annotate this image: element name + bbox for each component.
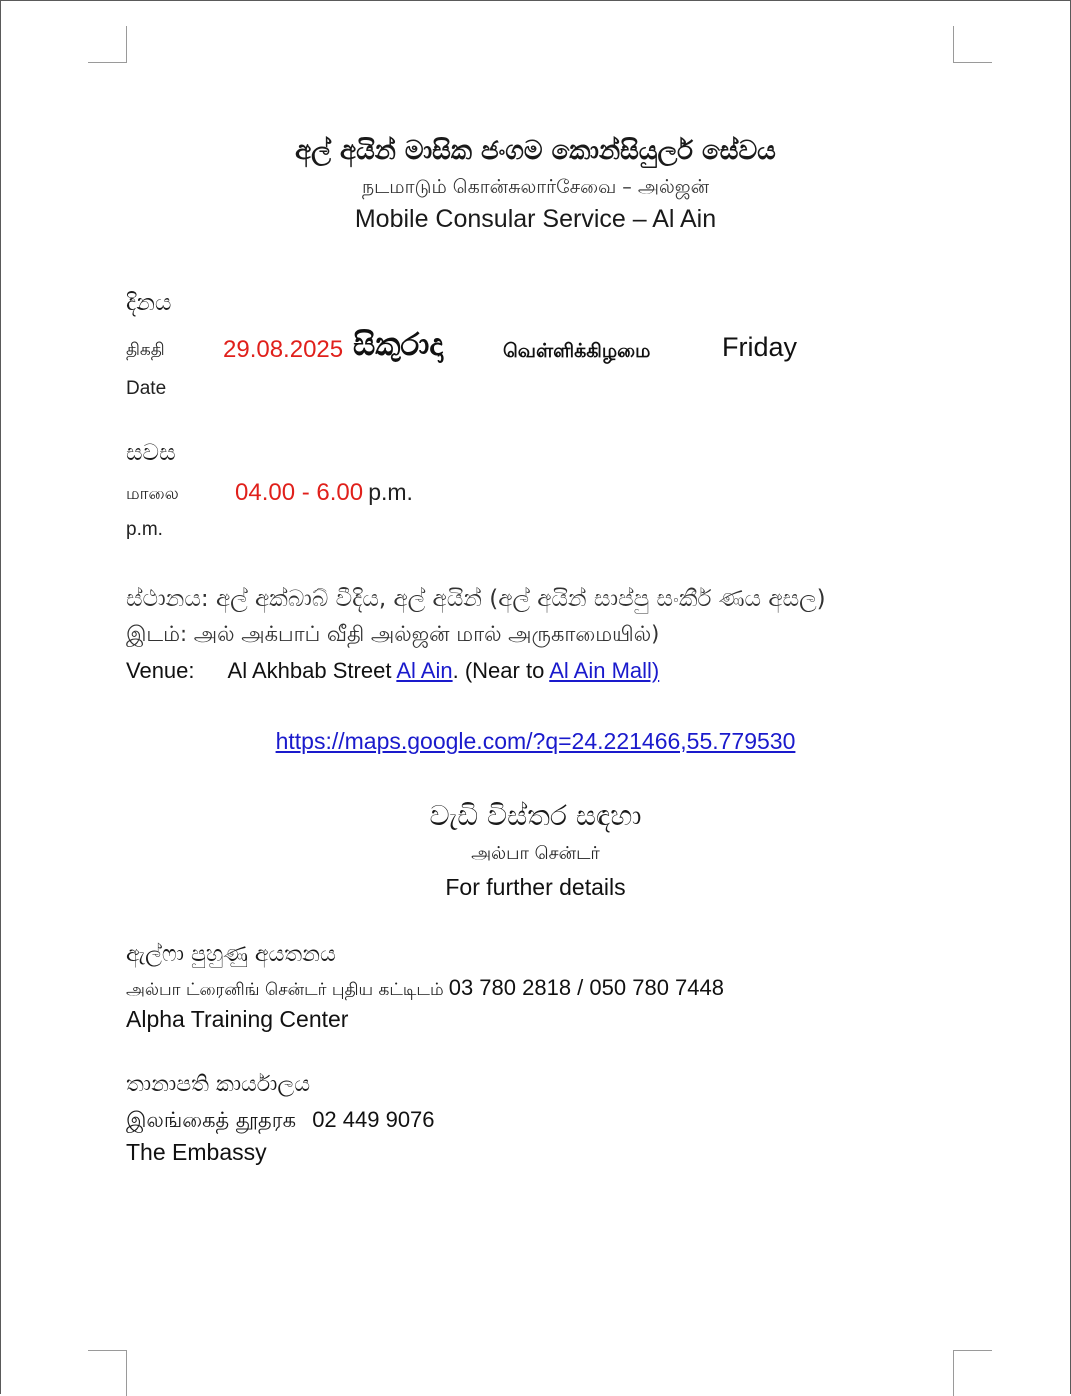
- day-tamil: வெள்ளிக்கிழமை: [503, 340, 651, 362]
- embassy-sinhala: තානාපති කාර්යාලය: [126, 1072, 311, 1097]
- time-suffix: p.m.: [368, 479, 413, 505]
- alpha-center-sinhala: ඇල්ෆා පුහුණු අයතනය: [126, 942, 336, 967]
- crop-mark-bottom-left: [88, 1350, 127, 1396]
- further-details-tamil: அல்பா சென்டர்: [471, 843, 600, 864]
- embassy-line: [126, 1107, 435, 1135]
- date-label-english: Date: [126, 378, 167, 399]
- map-link[interactable]: https://maps.google.com/?q=24.221466,55.779530: [275, 728, 796, 754]
- time-label-english: p.m.: [126, 519, 163, 540]
- time-label-tamil: மாலை: [126, 484, 179, 504]
- crop-mark-top-right: [953, 26, 992, 63]
- heading-tamil: நடமாடும் கொன்சுலார்சேவை – அல்ஜன்: [361, 176, 710, 198]
- day-english: Friday: [722, 332, 798, 362]
- time-line: [235, 479, 413, 507]
- venue-street: Al Akhbab Street: [227, 658, 392, 683]
- embassy-english: The Embassy: [126, 1139, 267, 1165]
- crop-mark-top-left: [88, 26, 127, 63]
- alpha-center-tamil: அல்பா ட்ரைனிங் சென்டர் புதிய கட்டிடம்: [126, 980, 444, 1000]
- heading-english: Mobile Consular Service – Al Ain: [354, 205, 717, 233]
- time-value: 04.00 - 6.00: [235, 479, 364, 506]
- further-details-sinhala: වැඩි විස්තර සඳහා: [429, 799, 642, 832]
- venue-near-text: . (Near to: [452, 658, 545, 683]
- alpha-center-english: Alpha Training Center: [126, 1006, 349, 1032]
- further-details-english: For further details: [445, 874, 626, 900]
- alpha-center-line: [126, 975, 724, 1002]
- crop-mark-bottom-right: [953, 1350, 992, 1396]
- time-label-sinhala: සවස: [126, 440, 176, 466]
- date-value: 29.08.2025: [223, 336, 344, 363]
- venue-sinhala: ස්ථානය: අල් අක්බාබ් වීදිය, අල් අයින් (අල් අයින් සාප්පු සංකීර් ණය අසල): [126, 586, 826, 612]
- heading-sinhala: අල් අයින් මාසික ජංගම කොන්සියුලර් සේවය: [295, 136, 776, 166]
- date-label-sinhala: දිනය: [126, 290, 172, 316]
- embassy-phone: 02 449 9076: [312, 1107, 435, 1132]
- alpha-center-phones: 03 780 2818 / 050 780 7448: [448, 975, 724, 1000]
- venue-english-line: [126, 658, 659, 684]
- venue-mall-link[interactable]: Al Ain Mall): [549, 658, 660, 683]
- venue-label: Venue:: [126, 658, 195, 683]
- embassy-tamil: இலங்கைத் தூதரக: [126, 1108, 296, 1132]
- day-sinhala: සිකුරාදා: [353, 327, 444, 363]
- venue-city-link[interactable]: Al Ain: [396, 658, 453, 683]
- venue-tamil: இடம்: அல் அக்பாப் வீதி அல்ஜன் மால் அருகாமையில்): [126, 622, 660, 646]
- date-label-tamil: திகதி: [126, 340, 165, 360]
